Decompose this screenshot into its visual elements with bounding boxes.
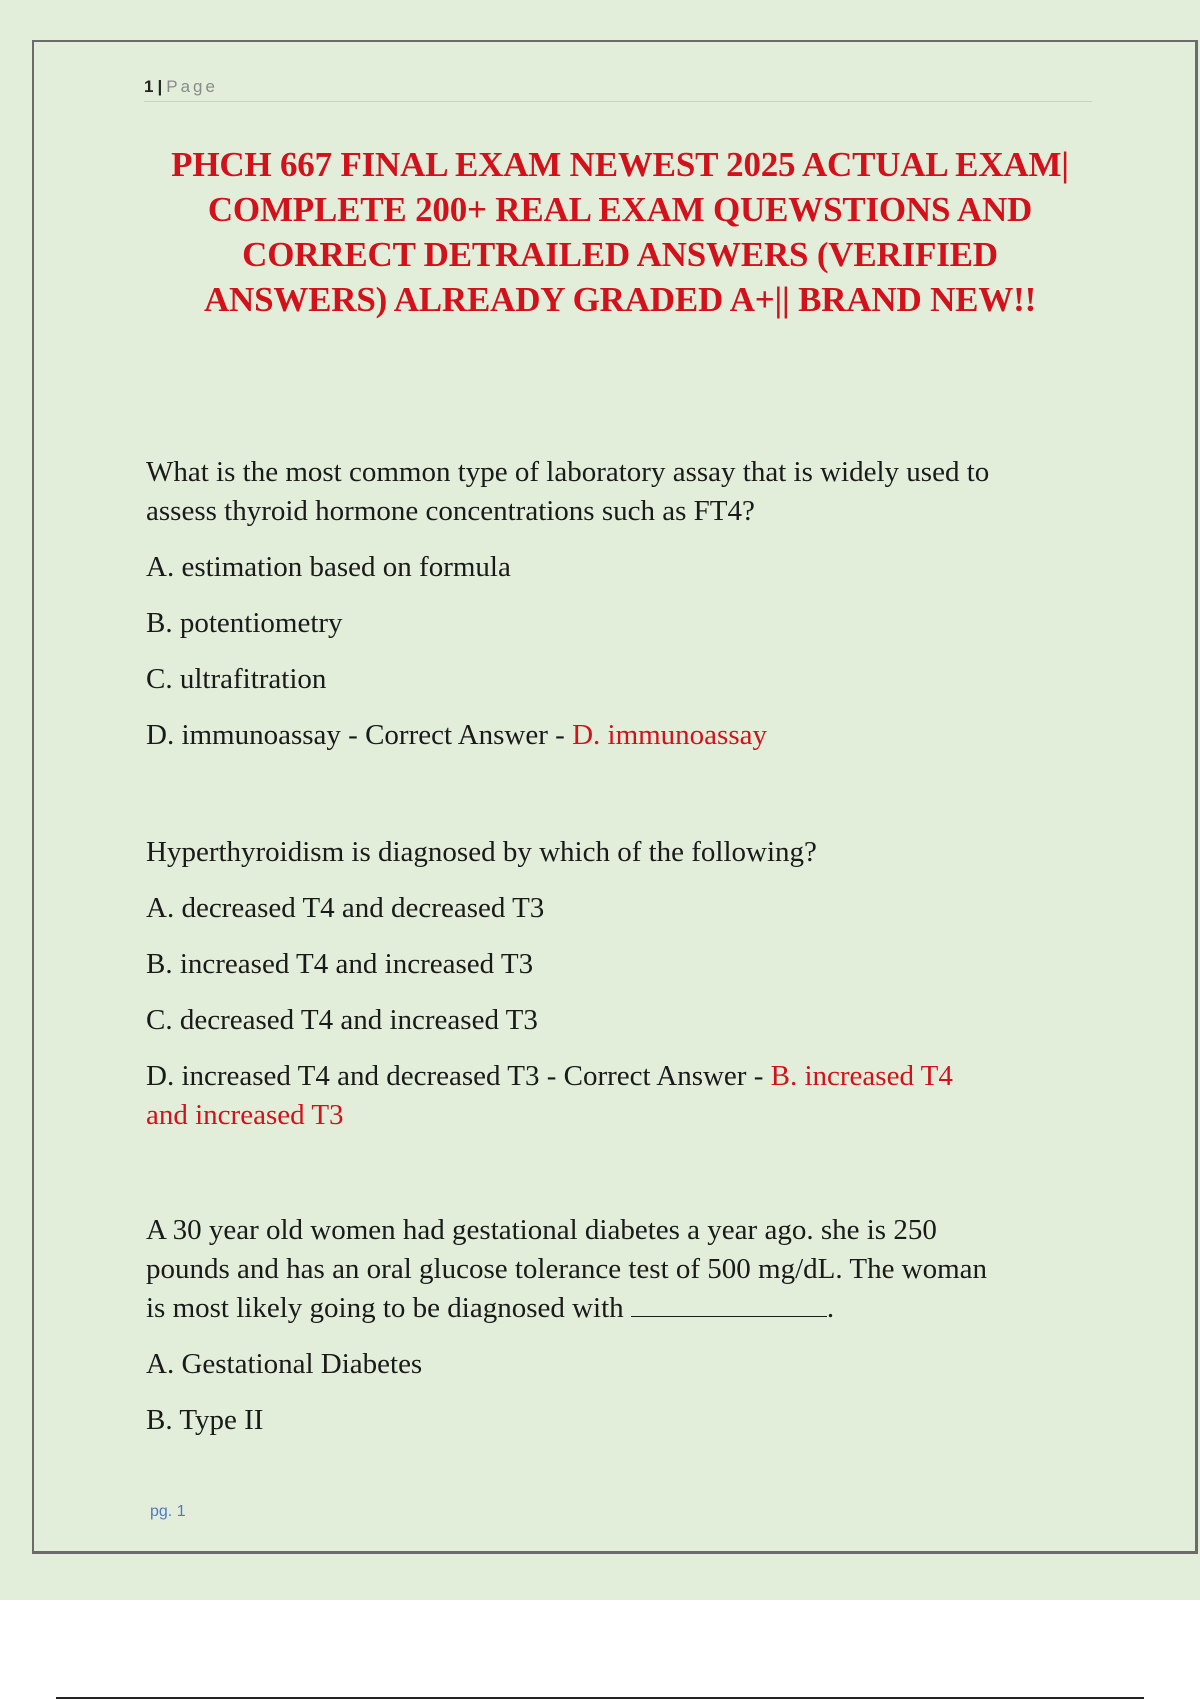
answer-option: A. decreased T4 and decreased T3 [146, 892, 545, 924]
answer-option: C. decreased T4 and increased T3 [146, 1004, 538, 1036]
page-footer-number: pg. 1 [150, 1503, 186, 1520]
answer-option: A. Gestational Diabetes [146, 1348, 423, 1380]
title-line: COMPLETE 200+ REAL EXAM QUEWSTIONS AND [207, 190, 1033, 229]
page-header [144, 73, 1092, 102]
header-page-label: Page [166, 77, 218, 96]
question-block-3 [146, 1211, 1106, 1457]
answer-option: B. increased T4 and increased T3 [146, 948, 534, 980]
answer-option: B. Type II [146, 1404, 264, 1436]
bottom-divider [56, 1697, 1144, 1699]
title-line: ANSWERS) ALREADY GRADED A+|| BRAND NEW!! [203, 280, 1037, 319]
question-text: What is the most common type of laboratory assay that is widely used to assess thyroid hormone concentrations such as FT4? [146, 456, 990, 527]
answer-option-with-answer: D. immunoassay - Correct Answer - D. immunoassay [146, 719, 767, 751]
correct-answer: B. increased T4 [770, 1060, 953, 1092]
answer-option-with-answer: D. increased T4 and decreased T3 - Correct Answer - B. increased T4 and increased T3 [146, 1060, 953, 1131]
question-text: A 30 year old women had gestational diabetes a year ago. she is 250 pounds and has an oral glucose tolerance test of 500 mg/dL. The woman is most likely going to be diagnosed with . [146, 1214, 988, 1324]
header-page-number: 1 [144, 77, 154, 96]
correct-answer: D. immunoassay [572, 719, 767, 751]
title-line: PHCH 667 FINAL EXAM NEWEST 2025 ACTUAL EXAM| [171, 145, 1069, 184]
header-separator: | [157, 77, 163, 96]
answer-option: A. estimation based on formula [146, 551, 511, 583]
document-title [130, 142, 1110, 322]
answer-option: C. ultrafitration [146, 663, 327, 695]
answer-option: B. potentiometry [146, 607, 343, 639]
question-block-1 [146, 453, 1106, 772]
question-text: Hyperthyroidism is diagnosed by which of the following? [146, 836, 817, 868]
fill-in-blank [631, 1290, 827, 1317]
title-line: CORRECT DETRAILED ANSWERS (VERIFIED [242, 235, 998, 274]
question-block-2 [146, 833, 1106, 1135]
correct-answer-continued: and increased T3 [146, 1099, 344, 1131]
